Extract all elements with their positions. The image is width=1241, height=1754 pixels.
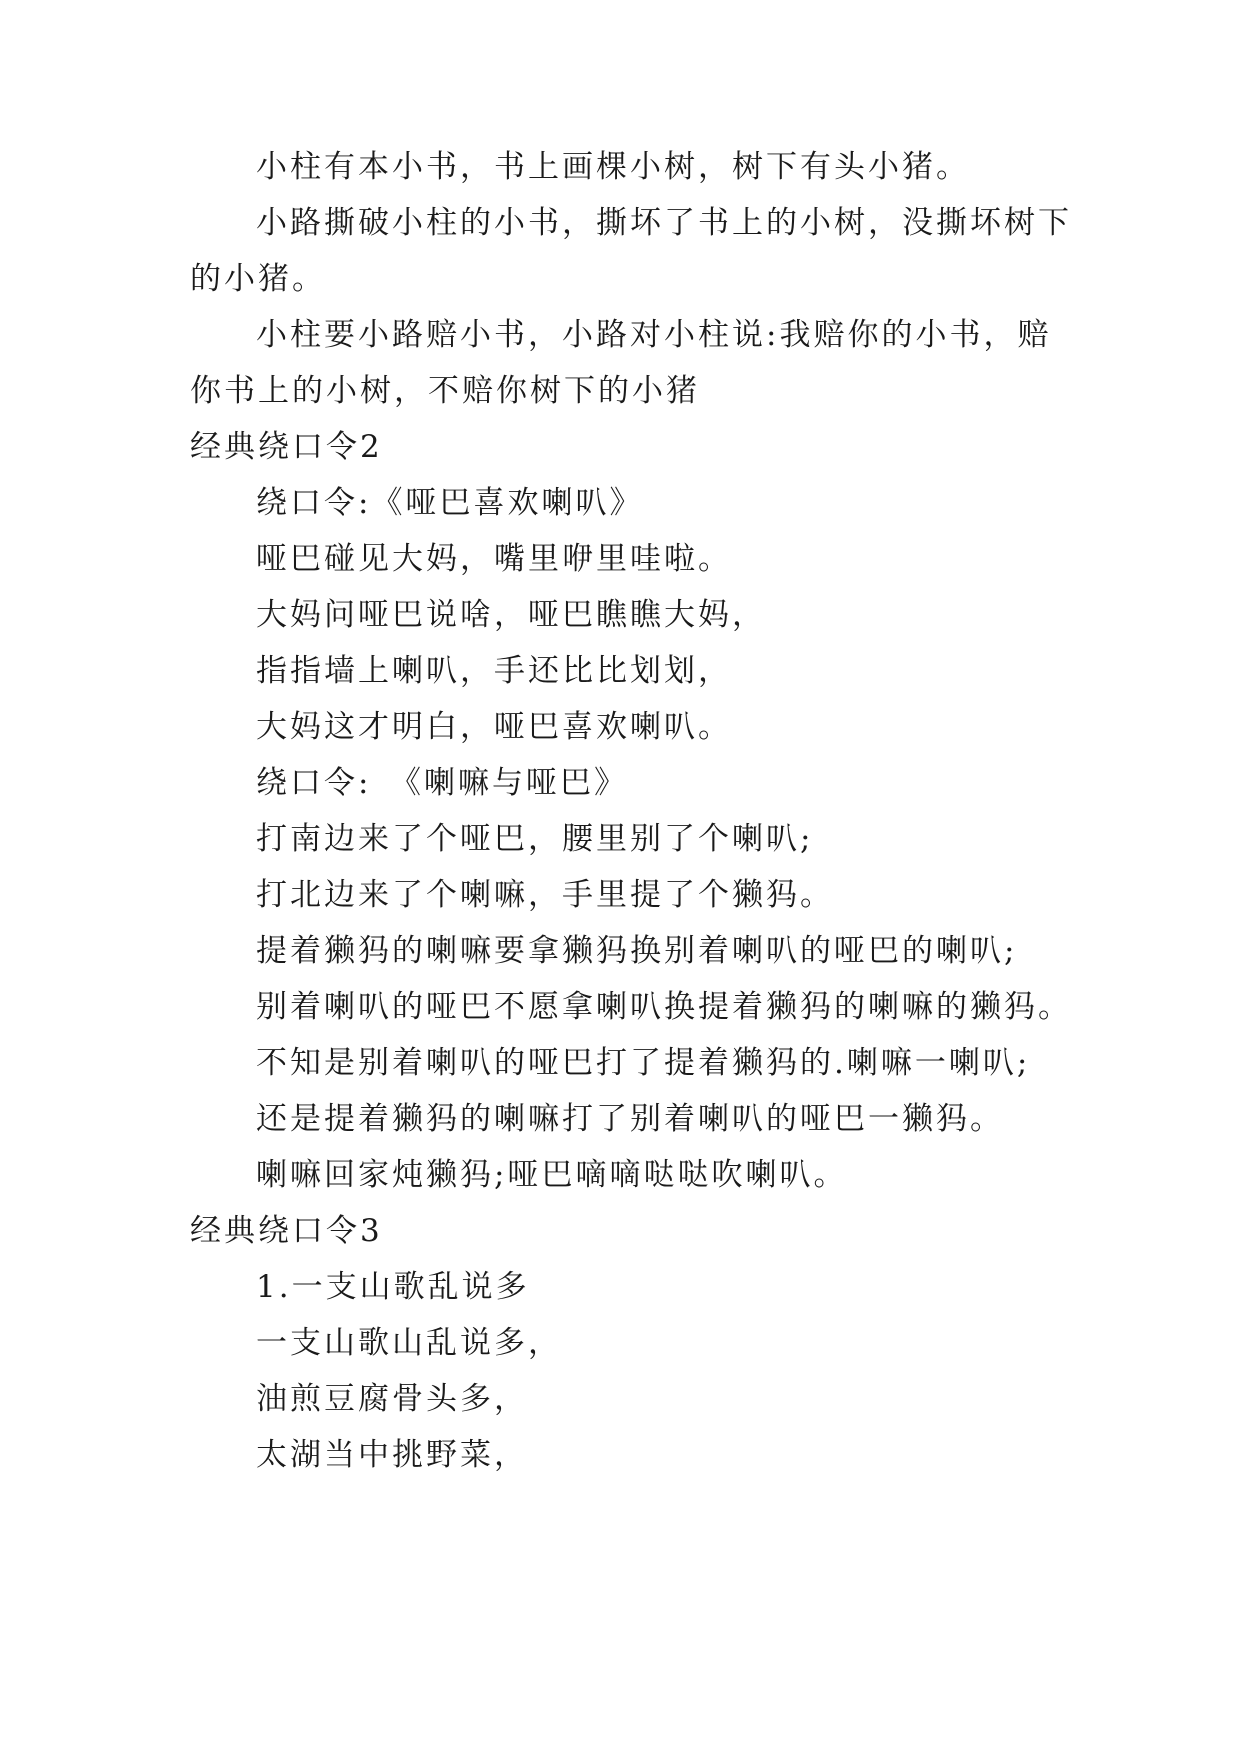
poem-line: 提着獭犸的喇嘛要拿獭犸换别着喇叭的哑巴的喇叭;: [256, 933, 1018, 969]
poem-line: 哑巴碰见大妈，嘴里咿里哇啦。: [256, 541, 732, 577]
poem-line: 绕口令: 《喇嘛与哑巴》: [256, 765, 628, 801]
poem-line: 打南边来了个哑巴，腰里别了个喇叭;: [256, 821, 814, 857]
poem-line: 大妈这才明白，哑巴喜欢喇叭。: [256, 709, 732, 745]
poem-line: 打北边来了个喇嘛，手里提了个獭犸。: [256, 877, 834, 913]
section-heading: 经典绕口令3: [190, 1213, 383, 1249]
paragraph-line: 小柱要小路赔小书，小路对小柱说:我赔你的小书，赔: [256, 317, 1052, 353]
paragraph-line: 你书上的小树，不赔你树下的小猪: [190, 373, 700, 409]
poem-line: 1.一支山歌乱说多: [256, 1269, 530, 1305]
poem-line: 别着喇叭的哑巴不愿拿喇叭换提着獭犸的喇嘛的獭犸。: [256, 989, 1072, 1025]
poem-line: 太湖当中挑野菜，: [256, 1437, 528, 1473]
paragraph-line: 的小猪。: [190, 261, 326, 297]
poem-line: 指指墙上喇叭，手还比比划划，: [256, 653, 732, 689]
poem-line: 一支山歌山乱说多，: [256, 1325, 562, 1361]
poem-line: 还是提着獭犸的喇嘛打了别着喇叭的哑巴一獭犸。: [256, 1101, 1004, 1137]
poem-line: 不知是别着喇叭的哑巴打了提着獭犸的.喇嘛一喇叭;: [256, 1045, 1031, 1081]
paragraph-line: 小路撕破小柱的小书，撕坏了书上的小树，没撕坏树下: [256, 205, 1072, 241]
poem-line: 绕口令:《哑巴喜欢喇叭》: [256, 485, 644, 521]
section-heading: 经典绕口令2: [190, 429, 383, 465]
poem-line: 油煎豆腐骨头多，: [256, 1381, 528, 1417]
poem-line: 大妈问哑巴说啥，哑巴瞧瞧大妈，: [256, 597, 766, 633]
poem-line: 喇嘛回家炖獭犸;哑巴嘀嘀哒哒吹喇叭。: [256, 1157, 848, 1193]
paragraph-line: 小柱有本小书，书上画棵小树，树下有头小猪。: [256, 149, 970, 185]
